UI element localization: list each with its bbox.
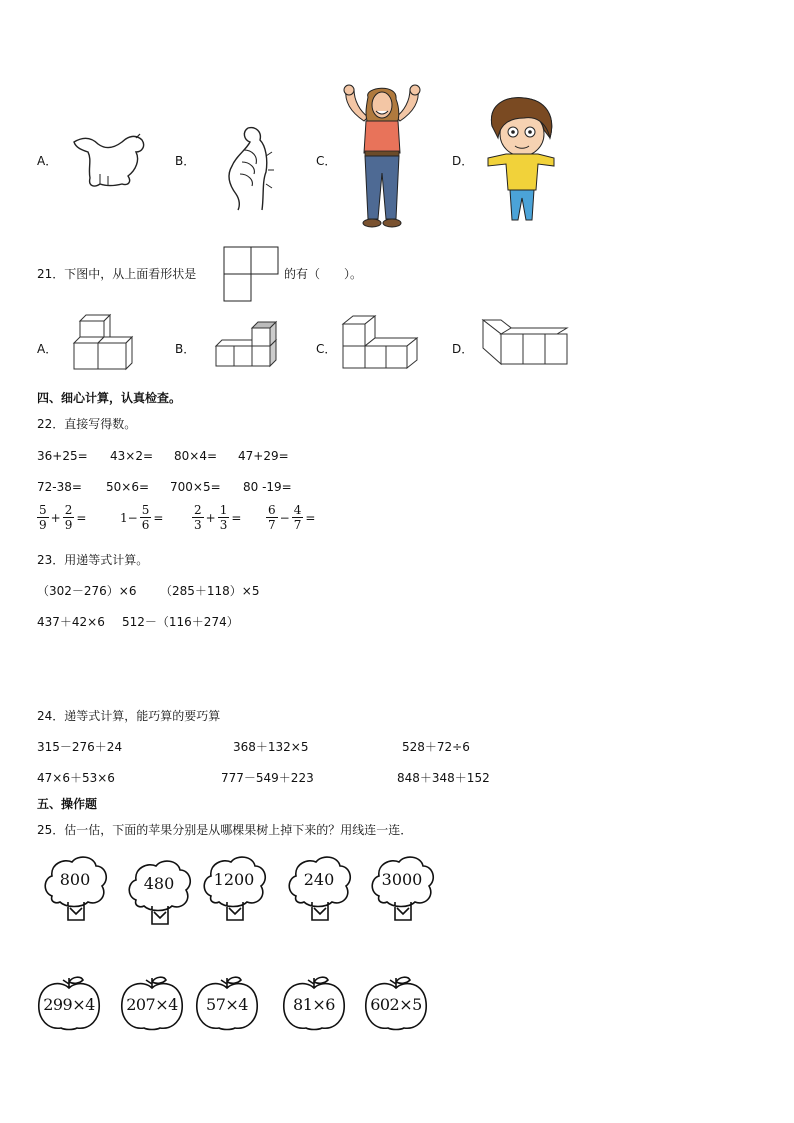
q22-fraction-expr: $\frac{5}{9}$ + $\frac{2}{9}$ = [39, 503, 87, 532]
section5-title: 五、操作题 [37, 797, 98, 811]
q23-expr: （285＋118）×5 [160, 584, 260, 598]
option-d-label: D． [452, 154, 474, 168]
q24-expr: 47×6＋53×6 [37, 771, 115, 785]
option-b-label: B． [175, 154, 196, 168]
q22-fraction-expr: 1− $\frac{5}{6}$ = [120, 503, 164, 532]
cube-stack-d-image [481, 318, 569, 366]
tree-icon [369, 852, 435, 926]
fraction: $\frac{5}{9}$ [39, 503, 47, 532]
tree-icon [286, 852, 352, 926]
q21-prefix: 21．下图中，从上面看形状是 [37, 267, 197, 281]
fraction: $\frac{5}{6}$ [141, 503, 150, 532]
tree[interactable] [201, 852, 267, 926]
hand-shadow-bird-image [70, 128, 152, 190]
apple[interactable] [364, 972, 428, 1036]
q22-title: 22．直接写得数。 [37, 417, 137, 431]
fraction: $\frac{2}{3}$ [194, 503, 202, 532]
apple-label: 81×6 [293, 995, 335, 1014]
q24-expr: 777－549＋223 [221, 771, 314, 785]
q22-row2-item: 72-38= [37, 480, 82, 494]
q21-option-d-label: D． [452, 342, 474, 356]
q22-row1-item: 36+25= [37, 449, 88, 463]
section4-title: 四、细心计算，认真检查。 [37, 391, 182, 405]
tree-icon [42, 852, 108, 926]
q22-row1-item: 43×2= [110, 449, 154, 463]
apple-label: 57×4 [206, 995, 248, 1014]
q21-option-c-label: C． [316, 342, 337, 356]
tree[interactable] [369, 852, 435, 926]
woman-arms-raised-image [338, 83, 426, 233]
q22-row1-item: 80×4= [174, 449, 218, 463]
tree-label: 800 [59, 870, 91, 889]
fraction: $\frac{4}{7}$ [293, 503, 302, 532]
tree[interactable] [286, 852, 352, 926]
q22-fraction-expr: $\frac{2}{3}$ + $\frac{1}{3}$ = [194, 503, 242, 532]
q23-expr: 437＋42×6 [37, 615, 105, 629]
tree-label: 1200 [213, 870, 255, 889]
hand-pinch-image [222, 126, 278, 212]
apple-label: 207×4 [126, 995, 178, 1014]
q24-expr: 368＋132×5 [233, 740, 309, 754]
apple[interactable] [37, 972, 101, 1036]
tree-label: 240 [303, 870, 335, 889]
q21-option-b-label: B． [175, 342, 196, 356]
cube-stack-b-image [212, 320, 280, 368]
q24-expr: 528＋72÷6 [402, 740, 470, 754]
tree-icon [201, 852, 267, 926]
tree-label: 480 [143, 874, 175, 893]
q22-row1-item: 47+29= [238, 449, 289, 463]
fraction: $\frac{2}{9}$ [64, 503, 73, 532]
boy-arms-out-image [484, 96, 558, 222]
cube-stack-c-image [341, 314, 419, 370]
top-view-shape-image [223, 246, 280, 302]
fraction: $\frac{1}{3}$ [219, 503, 228, 532]
tree[interactable] [126, 856, 192, 930]
apple-label: 299×4 [43, 995, 95, 1014]
q23-expr: （302－276）×6 [37, 584, 137, 598]
q24-expr: 848＋348＋152 [397, 771, 490, 785]
tree[interactable] [42, 852, 108, 926]
tree-icon [126, 856, 192, 930]
q25-title: 25．估一估，下面的苹果分别是从哪棵果树上掉下来的？用线连一连． [37, 823, 413, 837]
apple[interactable] [282, 972, 346, 1036]
q24-expr: 315－276＋24 [37, 740, 123, 754]
q21-suffix: 的有（ ）。 [284, 267, 363, 281]
apple[interactable] [120, 972, 184, 1036]
apple[interactable] [195, 972, 259, 1036]
q22-row2-item: 700×5= [170, 480, 221, 494]
q23-title: 23．用递等式计算。 [37, 553, 149, 567]
apple-label: 602×5 [370, 995, 422, 1014]
q22-row2-item: 50×6= [106, 480, 150, 494]
cube-stack-a-image [70, 313, 138, 373]
q24-title: 24．递等式计算，能巧算的要巧算 [37, 709, 221, 723]
q22-row2-item: 80 -19= [243, 480, 292, 494]
q23-expr: 512－（116＋274） [122, 615, 239, 629]
q22-fraction-expr: $\frac{6}{7}$ − $\frac{4}{7}$ = [268, 503, 316, 532]
fraction: $\frac{6}{7}$ [268, 503, 276, 532]
tree-label: 3000 [381, 870, 423, 889]
option-c-label: C． [316, 154, 337, 168]
option-a-label: A． [37, 154, 58, 168]
q21-option-a-label: A． [37, 342, 58, 356]
